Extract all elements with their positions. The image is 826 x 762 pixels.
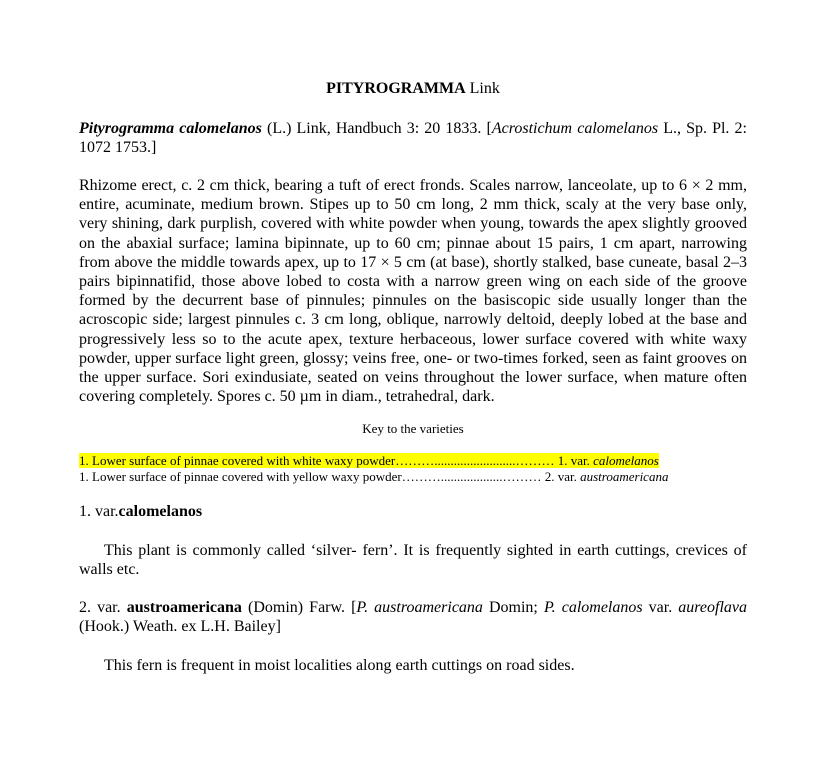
species-description: Rhizome erect, c. 2 cm thick, bearing a tuft of erect fronds. Scales narrow, lanceolate, up to 6 × 2 mm, entire, acuminate, medium brown. Stipes up to 50 cm long, 2 mm thick, scaly at the very base only, very shining, dark purplish, covered with white powder when young, towards the apex slightly grooved on the abaxial surface; lamina bipinnate, up to 60 cm; pinnae about 15 pairs, 1 cm apart, narrowing from above the middle towards apex, up to 17 × 5 cm (at base), shortly stalked, base cuneate, basal 2–3 pairs bipinnatifid, those above lobed to costa with a narrow green wing on each side of the groove formed by the decurrent base of pinnules; pinnules on the basiscopic side usually longer than the acroscopic side; largest pinnules c. 3 cm long, oblique, narrowly deltoid, deeply lobed at the base and progressively less so to the acute apex, texture herbaceous, lower surface covered with white waxy powder, upper surface light green, glossy; veins free, one- or two-times forked, seen as faint grooves on the upper surface. Sori exindusiate, seated on veins throughout the lower surface, when mature often covering completely. Spores c. 50 µm in diam., tetrahedral, dark.	[79, 177, 747, 406]
variety-1-body: This plant is commonly called ‘silver- fern’. It is frequently sighted in earth cuttings, crevices of walls etc.	[79, 542, 747, 578]
variety-2-heading	[79, 598, 747, 636]
species-authority: (L.) Link, Handbuch 3: 20 1833. [	[261, 120, 492, 137]
key-item-text: 1. Lower surface of pinnae covered with yellow waxy powder	[79, 469, 402, 484]
species-name: Pityrogramma calomelanos	[79, 120, 262, 137]
key-item-leader: ………...................………	[401, 469, 545, 484]
key-item-text: 1. Lower surface of pinnae covered with white waxy powder	[79, 453, 396, 468]
variety-2-authority: (Domin) Farw. [	[241, 599, 357, 616]
genus-title	[79, 79, 747, 98]
key-item-result-name: calomelanos	[593, 453, 659, 468]
variety-2-name: austroamericana	[126, 599, 242, 616]
key-item-result-name: austroamericana	[580, 469, 669, 484]
key-item-result-prefix: 2. var.	[544, 469, 581, 484]
synonym-2-mid: var.	[642, 599, 679, 616]
synonym-2-author: (Hook.) Weath. ex L.H. Bailey]	[79, 618, 281, 635]
synonym-1-author: Domin;	[482, 599, 544, 616]
synonym-1: P. austroamericana	[356, 599, 483, 616]
key-item-leader: ……….........................………	[395, 453, 558, 468]
genus-name: PITYROGRAMMA	[326, 80, 466, 97]
variety-1-number: 1. var.	[79, 503, 119, 520]
key-item-1	[79, 453, 747, 469]
synonym-2-variety: aureoflava	[678, 599, 748, 616]
variety-2-body: This fern is frequent in moist localities along earth cuttings on road sides.	[104, 657, 575, 674]
synonym-2: P. calomelanos	[543, 599, 643, 616]
basionym-reference: L., Sp. Pl. 2: 1072 1753.]	[79, 120, 747, 156]
basionym-name: Acrostichum calomelanos	[491, 120, 659, 137]
key-item-2	[79, 469, 747, 485]
variety-1-heading	[79, 502, 202, 521]
key-heading: Key to the varieties	[362, 421, 464, 436]
key-item-result-prefix: 1. var.	[557, 453, 594, 468]
genus-author: Link	[465, 80, 500, 97]
variety-2-number: 2. var.	[79, 599, 127, 616]
key-item-1-highlight	[79, 453, 659, 468]
variety-1-name: calomelanos	[118, 503, 203, 520]
key-list	[79, 453, 747, 485]
species-citation	[79, 119, 747, 157]
